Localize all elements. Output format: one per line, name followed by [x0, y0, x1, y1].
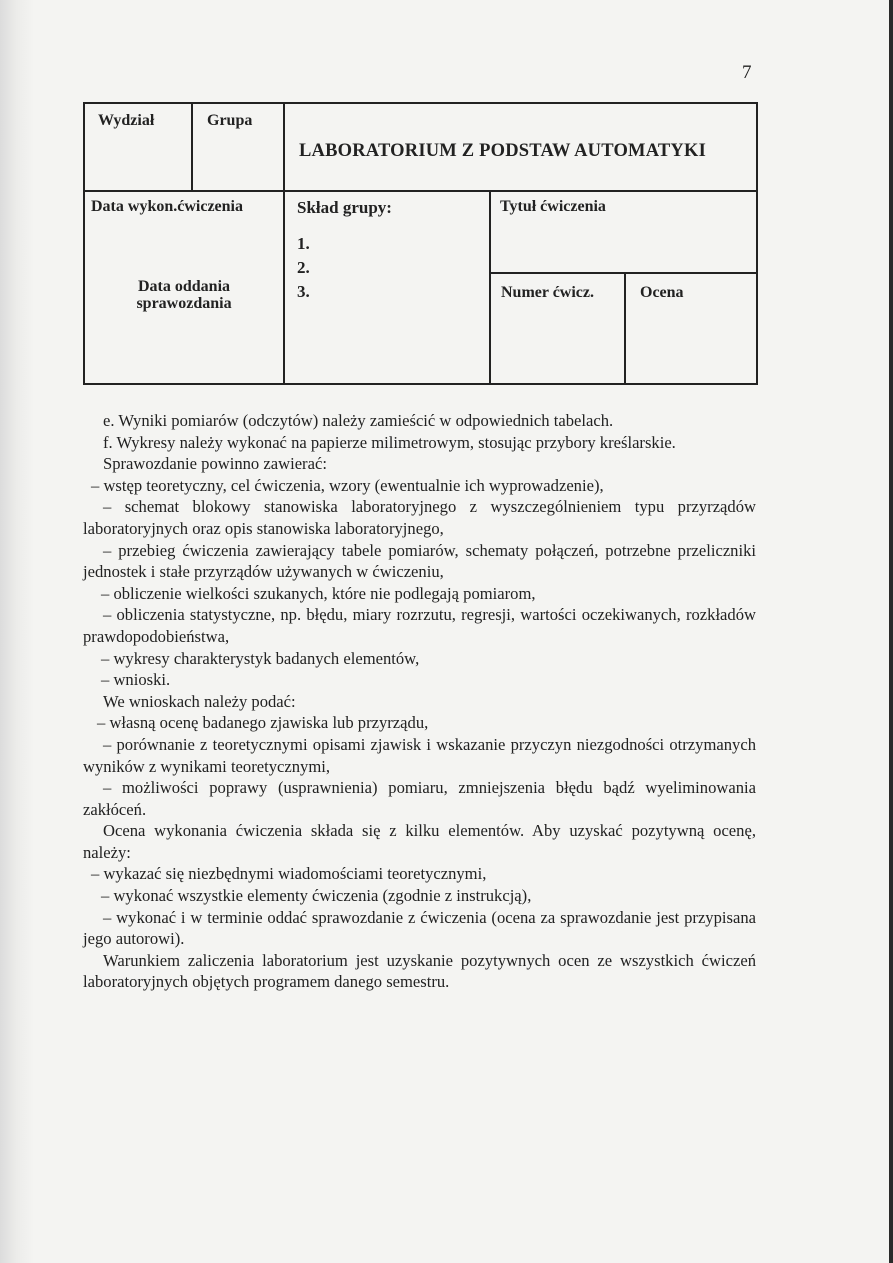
tytul-cwiczenia-label: Tytuł ćwiczenia	[500, 198, 606, 215]
sklad-grupy-cell	[284, 191, 490, 384]
data-oddania-cell	[84, 273, 284, 384]
paragraph-pass-condition: Warunkiem zaliczenia laboratorium jest uzyskanie pozytywnych ocen ze wszystkich ćwiczeń laboratoryjnych objętych programem danego semestru.	[83, 950, 756, 992]
page-right-edge	[889, 0, 893, 1263]
list-item-own-assessment: – własną ocenę badanego zjawiska lub przyrządu,	[97, 713, 429, 733]
page-left-shadow	[0, 0, 34, 1263]
data-wykonania-label: Data wykon.ćwiczenia	[91, 198, 243, 215]
list-item-calculations: – obliczenie wielkości szukanych, które nie podlegają pomiarom,	[101, 583, 536, 603]
body-text	[83, 410, 756, 993]
lab-header-table	[83, 102, 758, 385]
list-item-all-elements: – wykonać wszystkie elementy ćwiczenia (zgodnie z instrukcją),	[101, 886, 532, 906]
list-item-comparison: – porównanie z teoretycznymi opisami zjawisk i wskazanie przyczyn niezgodności otrzymanych wyników z wynikami teoretycznymi,	[83, 734, 756, 776]
wydzial-cell	[84, 103, 192, 191]
data-wykonania-cell	[84, 191, 284, 273]
ocena-cell	[625, 273, 757, 384]
numer-cwiczenia-label: Numer ćwicz.	[501, 284, 594, 301]
sklad-grupy-label: Skład grupy:	[297, 198, 392, 217]
data-oddania-label-line1: Data oddania	[137, 278, 231, 295]
group-member-3: 3.	[297, 282, 310, 301]
list-item-improvement: – możliwości poprawy (usprawnienia) pomiaru, zmniejszenia błędu bądź wyeliminowania zakłóceń.	[83, 778, 756, 819]
group-member-2: 2.	[297, 258, 310, 277]
list-item-conclusions: – wnioski.	[101, 670, 171, 690]
list-item-statistics: – obliczenia statystyczne, np. błędu, miary rozrzutu, regresji, wartości oczekiwanych, rozkładów prawdopodobieństwa,	[83, 605, 756, 646]
list-item-submit-report: – wykonać i w terminie oddać sprawozdanie z ćwiczenia (ocena za sprawozdanie jest przypisana jego autorowi).	[83, 907, 756, 949]
group-members-list	[297, 232, 489, 304]
paragraph-conclusions-intro: We wnioskach należy podać:	[103, 691, 296, 711]
page-number: 7	[742, 62, 752, 83]
paragraph-grading: Ocena wykonania ćwiczenia składa się z kilku elementów. Aby uzyskać pozytywną ocenę, należy:	[83, 821, 756, 862]
paragraph-charts: f. Wykresy należy wykonać na papierze milimetrowym, stosując przybory kreślarskie.	[103, 432, 676, 452]
list-item-characteristics: – wykresy charakterystyk badanych elementów,	[101, 648, 420, 668]
paragraph-report-intro: Sprawozdanie powinno zawierać:	[103, 454, 327, 474]
grupa-label: Grupa	[207, 112, 253, 129]
list-item-theory: – wstęp teoretyczny, cel ćwiczenia, wzory (ewentualnie ich wyprowadzenie),	[91, 475, 604, 495]
lab-title-cell	[284, 103, 757, 191]
ocena-label: Ocena	[640, 284, 684, 301]
paragraph-results: e. Wyniki pomiarów (odczytów) należy zamieścić w odpowiednich tabelach.	[103, 411, 614, 430]
list-item-block-diagram: – schemat blokowy stanowiska laboratoryjnego z wyszczególnieniem typu przyrządów laboratoryjnych oraz opis stanowiska laboratoryjnego,	[83, 497, 756, 538]
lab-title: LABORATORIUM Z PODSTAW AUTOMATYKI	[299, 140, 706, 161]
wydzial-label: Wydział	[98, 112, 155, 129]
numer-cwiczenia-cell	[490, 273, 625, 384]
list-item-knowledge: – wykazać się niezbędnymi wiadomościami teoretycznymi,	[91, 864, 487, 884]
grupa-cell	[192, 103, 284, 191]
list-item-procedure: – przebieg ćwiczenia zawierający tabele pomiarów, schematy połączeń, potrzebne przeliczniki jednostek i stałe przyrządów używanych w ćwiczeniu,	[83, 540, 756, 582]
data-oddania-label-line2: sprawozdania	[136, 295, 232, 312]
group-member-1: 1.	[297, 234, 310, 253]
tytul-cwiczenia-cell	[490, 191, 757, 273]
